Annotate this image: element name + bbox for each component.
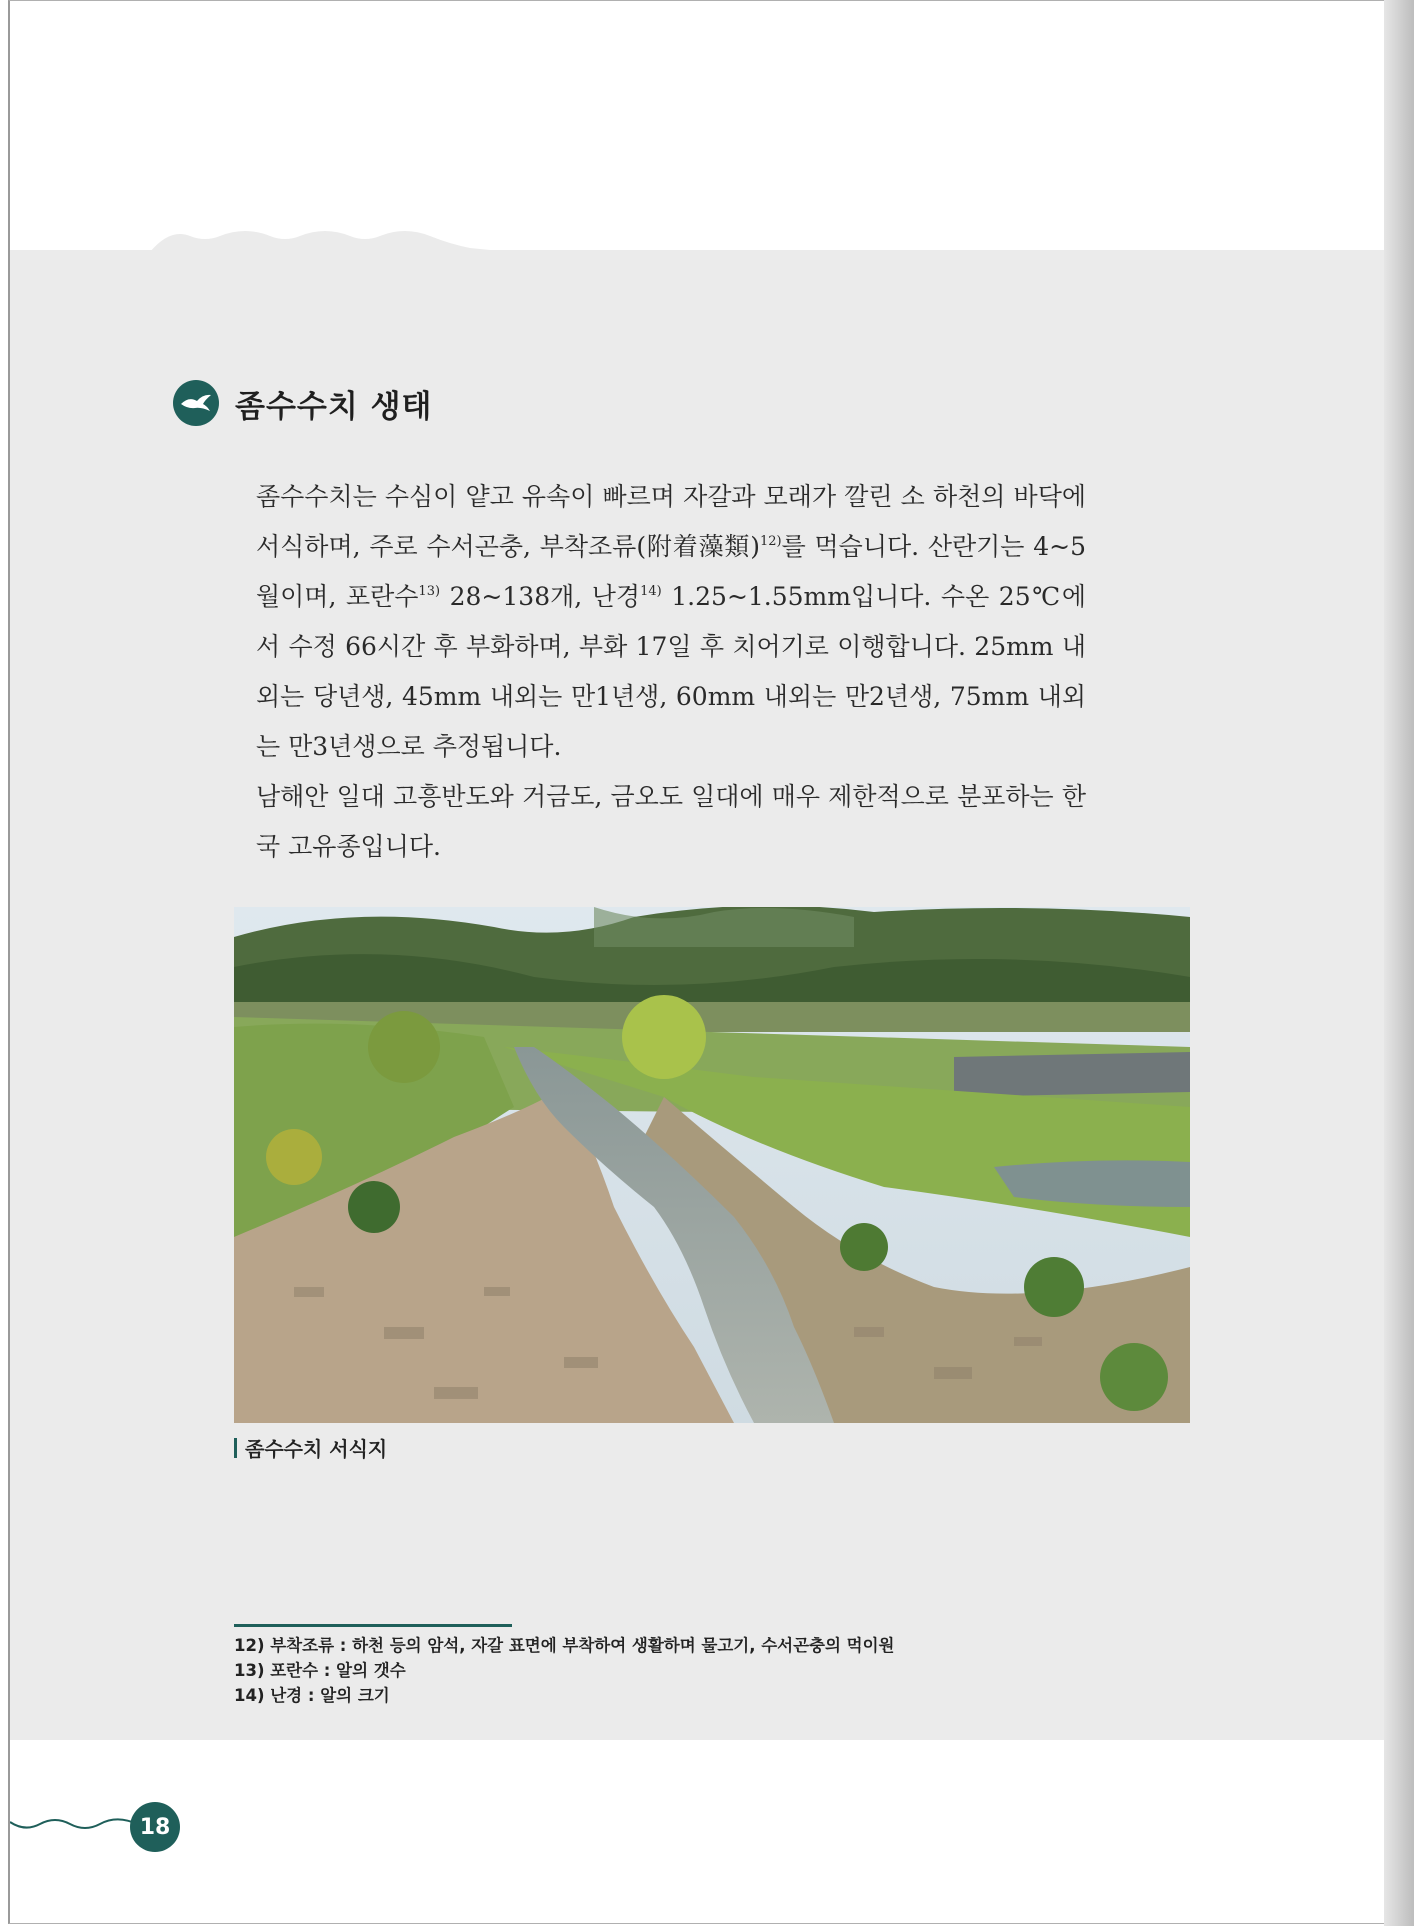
text-run: 28~138개, 난경 — [440, 582, 641, 611]
text-run: 를 먹습니다. 산란기는 4~5월이며, 포란수 — [256, 532, 1086, 611]
body-text — [256, 472, 1086, 872]
page-number: 18 — [130, 1802, 180, 1852]
bird-icon — [173, 380, 219, 426]
footnote-item: 13) 포란수 : 알의 갯수 — [234, 1661, 406, 1680]
footnote-ref: 13) — [418, 584, 441, 599]
wave-decoration-top — [150, 228, 510, 252]
text-run: 1.25~1.55mm입니다. 수온 25℃에서 수정 66시간 후 부화하며, 부화 17일 후 치어기로 이행합니다. 25mm 내외는 당년생, 45mm 내외는 만1년생, 60mm 내외는 만2년생, 75mm 내외는 만3년생으로 추정됩니다. — [256, 582, 1086, 761]
paragraph-distribution: 남해안 일대 고흥반도와 거금도, 금오도 일대에 매우 제한적으로 분포하는 한국 고유종입니다. — [256, 782, 1086, 861]
section-heading — [173, 380, 432, 426]
text-run: 좀수수치는 수심이 얕고 유속이 빠르며 자갈과 모래가 깔린 소 하천의 바닥에 서식하며, 주로 수서곤충, 부착조류(附着藻類) — [256, 482, 1086, 561]
footnote-ref: 12) — [759, 534, 782, 549]
footnote-item: 12) 부착조류 : 하천 등의 암석, 자갈 표면에 부착하여 생활하며 물고기, 수서곤충의 먹이원 — [234, 1636, 895, 1655]
caption-marker — [234, 1438, 237, 1458]
footnotes — [234, 1633, 895, 1708]
habitat-photo — [234, 907, 1190, 1423]
paragraph-ecology — [256, 472, 1086, 772]
footnote-item: 14) 난경 : 알의 크기 — [234, 1686, 390, 1705]
wave-decoration-bottom — [10, 1808, 135, 1838]
page-fold-shade — [1384, 0, 1414, 1926]
footnote-ref: 14) — [640, 584, 662, 599]
caption-text: 좀수수치 서식지 — [245, 1437, 388, 1461]
footnote-divider — [234, 1624, 512, 1627]
section-title: 좀수수치 생태 — [235, 388, 433, 425]
photo-caption — [234, 1433, 387, 1462]
